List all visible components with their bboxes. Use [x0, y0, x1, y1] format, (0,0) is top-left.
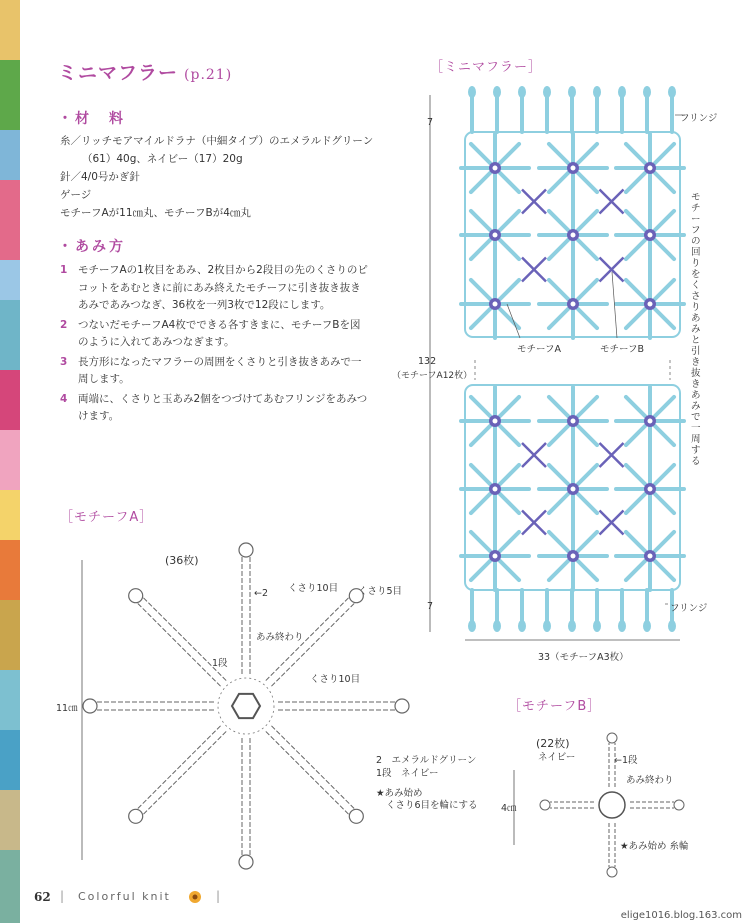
dim-bottom: 7 [427, 601, 434, 612]
page-reference: (p.21) [184, 67, 233, 83]
motif-a-chain-10-right: くさり10目 [310, 674, 361, 685]
motif-a-legend-1: 1段 ネイビー [376, 768, 439, 779]
motif-b-arrow-1: ←1段 [614, 755, 638, 766]
step-number: 3 [60, 355, 68, 368]
motif-a-callout: モチーフA [517, 344, 562, 355]
motif-a-row-1: 1段 [212, 658, 228, 669]
motif-a-count: (36枚) [165, 554, 199, 567]
page-number: 62 [34, 890, 51, 904]
border-note: モチーフの回りをくさりあみと引き抜きあみで一周する [691, 192, 701, 467]
method-heading: ・あみ方 [58, 239, 126, 255]
step-text: モチーフAの1枚目をあみ、2枚目から2段目の先のくさりのピコットをあむときに前にあみ終えたモチーフに引き抜き抜きあみであみつなぎ、36枚を一列3枚で12段にします。 [78, 264, 368, 311]
pattern-page [20, 0, 750, 923]
picot [674, 800, 684, 810]
motif-b-color: ネイビー [538, 752, 576, 763]
motif-a-legend-2: 2 エメラルドグリーン [376, 755, 477, 766]
step-number: 4 [60, 392, 68, 405]
dim-length: 132 [418, 356, 437, 367]
motif-b-heading: ［モチーフB］ [508, 699, 602, 714]
footer-url: elige1016.blog.163.com [620, 910, 742, 921]
motif-a-arrow-2: ←2 [254, 588, 269, 599]
motif-a-chain-5: くさり5目 [358, 586, 403, 597]
materials-heading: ・材 料 [58, 111, 126, 127]
materials-line: ゲージ [60, 189, 92, 201]
motif-b-callout: モチーフB [600, 344, 645, 355]
step-text: つないだモチーフA4枚でできる各すきまに、モチーフBを図のように入れてあみつなぎます。 [78, 318, 361, 348]
dim-width: 33（モチーフA3枚） [538, 652, 629, 663]
motif-a-size: 11㎝ [56, 703, 78, 714]
flower-icon [188, 890, 202, 904]
footer-divider: | [216, 889, 221, 903]
motif-b-count: (22枚) [536, 737, 570, 750]
step-number: 1 [60, 264, 68, 276]
motif-b-start: ★あみ始め 糸輪 [620, 841, 689, 852]
motif-b-diagram [20, 0, 750, 923]
dim-length-note: （モチーフA12枚） [392, 371, 473, 381]
step-number: 2 [60, 318, 68, 331]
step-text: 長方形になったマフラーの周囲をくさりと引き抜きあみで一周します。 [78, 355, 362, 385]
materials-line: 糸／リッチモアマイルドラナ（中細タイプ）のエメラルドグリーン [60, 135, 374, 147]
motif-b-finish: あみ終わり [626, 775, 674, 786]
footer-divider: | [60, 889, 65, 903]
materials-line: （61）40g、ネイビー（17）20g [82, 153, 243, 165]
dim-top: 7 [427, 117, 434, 128]
center-ring [599, 792, 625, 818]
step-text: 両端に、くさりと玉あみ2個をつづけてあむフリンジをあみつけます。 [78, 392, 368, 422]
motif-a-finish: あみ終わり [256, 632, 304, 643]
motif-a-heading: ［モチーフA］ [60, 510, 154, 525]
title-text: ミニマフラー [58, 62, 179, 84]
motif-a-chain-10-top: くさり10目 [288, 583, 339, 594]
picot [540, 800, 550, 810]
picot [607, 733, 617, 743]
motif-a-start-2: くさり6目を輪にする [386, 800, 478, 811]
yarn-border-decoration [0, 0, 20, 923]
materials-line: 針／4/0号かぎ針 [60, 171, 140, 183]
footer-brand: Colorful knit [78, 890, 171, 903]
picot [607, 867, 617, 877]
scarf-diagram-heading: ［ミニマフラー］ [430, 60, 543, 75]
motif-b-size: 4㎝ [501, 803, 517, 814]
fringe-label-bottom: フリンジ [670, 603, 708, 614]
materials-line: モチーフAが11㎝丸、モチーフBが4㎝丸 [60, 207, 251, 219]
motif-a-start-1: ★あみ始め [376, 788, 423, 799]
fringe-label-top: フリンジ [680, 113, 718, 124]
